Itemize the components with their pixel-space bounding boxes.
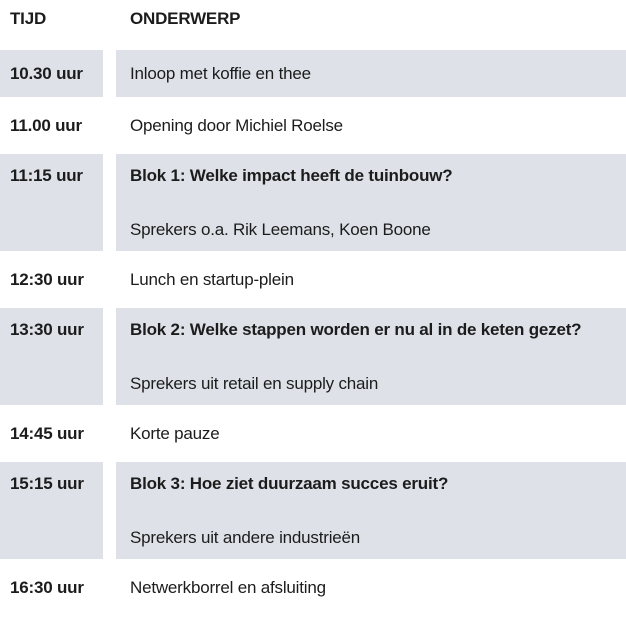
time-cell: 15:15 uur — [0, 462, 103, 559]
session-speakers: Sprekers uit retail en supply chain — [130, 374, 379, 393]
session-speakers: Sprekers uit andere industrieën — [130, 528, 361, 547]
schedule-row-netwerkborrel — [0, 564, 626, 611]
schedule-row-blok-2 — [0, 308, 626, 405]
schedule-row-opening — [0, 102, 626, 149]
column-header-subject: ONDERWERP — [130, 9, 241, 28]
time-cell: 11.00 uur — [10, 115, 82, 135]
time-cell: 14:45 uur — [10, 423, 84, 443]
subject-cell — [116, 308, 626, 405]
session-title: Blok 1: Welke impact heeft de tuinbouw? — [130, 166, 453, 185]
time-cell: 12:30 uur — [10, 269, 84, 289]
time-cell: 10.30 uur — [0, 50, 103, 97]
time-cell: 13:30 uur — [0, 308, 103, 405]
column-header-time: TIJD — [10, 9, 47, 28]
schedule-row-blok-1 — [0, 154, 626, 251]
session-title: Blok 2: Welke stappen worden er nu al in de keten gezet? — [130, 320, 582, 339]
schedule-row-inloop — [0, 50, 626, 97]
schedule-row-lunch — [0, 256, 626, 303]
time-cell: 16:30 uur — [10, 577, 84, 597]
subject-cell: Lunch en startup-plein — [130, 269, 294, 289]
session-title: Blok 3: Hoe ziet duurzaam succes eruit? — [130, 474, 449, 493]
time-cell: 11:15 uur — [0, 154, 103, 251]
subject-cell: Inloop met koffie en thee — [116, 50, 626, 97]
schedule-row-blok-3 — [0, 462, 626, 559]
table-header-row — [0, 0, 626, 50]
subject-cell: Netwerkborrel en afsluiting — [130, 577, 326, 597]
subject-cell — [116, 154, 626, 251]
schedule-row-pauze — [0, 410, 626, 457]
subject-cell: Opening door Michiel Roelse — [130, 115, 343, 135]
subject-cell: Korte pauze — [130, 423, 220, 443]
subject-cell — [116, 462, 626, 559]
session-speakers: Sprekers o.a. Rik Leemans, Koen Boone — [130, 220, 431, 239]
